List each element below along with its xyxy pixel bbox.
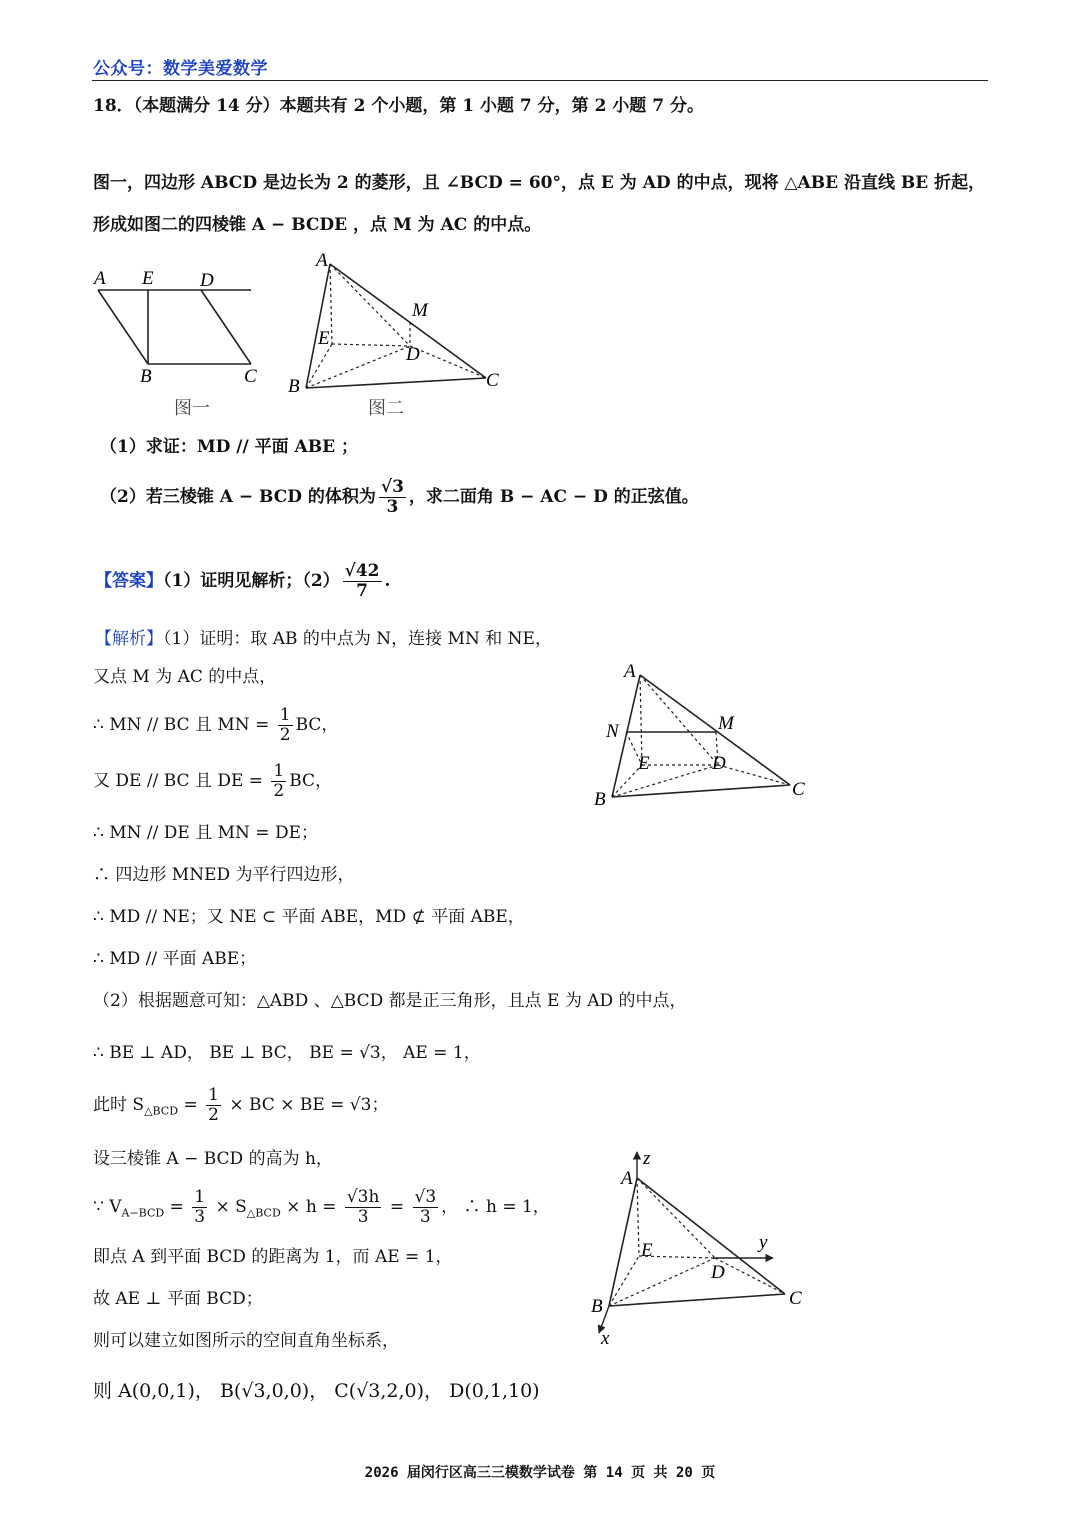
fig2-label-e: E	[318, 328, 330, 349]
fig1-caption: 图一	[174, 398, 210, 419]
fig3-label-n: N	[606, 721, 619, 742]
subscript: △BCD	[144, 1104, 179, 1118]
figure-two	[288, 250, 499, 419]
solution-text: BC，	[289, 771, 333, 791]
fraction-numerator: 1	[208, 1085, 219, 1105]
fig3-label-d: D	[712, 753, 726, 774]
fraction-numerator: √3h	[346, 1187, 380, 1207]
fig4-label-b: B	[591, 1296, 603, 1317]
solution-line-8: ∴ MD // 平面 ABE；	[93, 949, 257, 969]
answer-fraction	[343, 562, 382, 601]
solution-line-11	[93, 1086, 388, 1125]
subscript: A−BCD	[121, 1206, 165, 1220]
solution-line-15: 故 AE ⊥ 平面 BCD；	[93, 1289, 263, 1309]
solution-line-16: 则可以建立如图所示的空间直角坐标系，	[93, 1331, 399, 1351]
volume-fraction	[345, 1188, 382, 1227]
fig1-label-e: E	[142, 268, 154, 289]
solution-text: =	[384, 1197, 410, 1217]
fraction-denominator: 3	[419, 1207, 431, 1227]
answer-end: .	[384, 571, 391, 591]
fig3-label-b: B	[594, 789, 606, 810]
figure-one	[92, 268, 257, 419]
fig4-label-x: x	[601, 1328, 610, 1348]
fig4-label-c: C	[789, 1288, 802, 1309]
fig1-label-d: D	[200, 270, 214, 291]
fig2-label-b: B	[288, 376, 300, 397]
fig2-label-a: A	[316, 250, 328, 271]
half-fraction	[278, 706, 293, 745]
fig1-label-b: B	[140, 366, 152, 387]
solution-text: BC，	[295, 715, 339, 735]
solution-tag: 【解析】	[95, 629, 163, 649]
fig4-label-z: z	[643, 1148, 651, 1169]
subscript: △BCD	[246, 1206, 281, 1220]
fig4-label-e: E	[641, 1240, 653, 1261]
solution-text: ∵ V	[93, 1197, 122, 1217]
solution-text: 此时 S	[93, 1095, 145, 1115]
fig3-label-c: C	[792, 779, 805, 800]
half-fraction	[206, 1086, 221, 1125]
solution-line-14: 即点 A 到平面 BCD 的距离为 1，而 AE = 1，	[93, 1247, 453, 1267]
solution-line-7: ∴ MD // NE；又 NE ⊂ 平面 ABE，MD ⊄ 平面 ABE，	[93, 907, 525, 927]
question-stem-line1: 图一，四边形 ABCD 是边长为 2 的菱形，且 ∠BCD = 60°，点 E 为 AD 的中点，现将 △ABE 沿直线 BE 折起，	[93, 173, 986, 193]
fig2-label-c: C	[486, 370, 499, 391]
solution-text: × S	[210, 1197, 247, 1217]
fraction-numerator: 1	[279, 705, 291, 725]
figure-four	[585, 1148, 815, 1348]
fig2-label-m: M	[412, 300, 428, 321]
problem-figures	[88, 248, 508, 423]
answer-text: （1）证明见解析；（2）	[163, 571, 340, 591]
fraction-denominator: 3	[386, 497, 399, 517]
fraction-denominator: 7	[356, 581, 369, 601]
fig3-label-e: E	[638, 753, 650, 774]
answer-tag: 【答案】	[95, 571, 163, 591]
fraction-numerator: 1	[194, 1187, 206, 1207]
solution-text: × h =	[280, 1197, 342, 1217]
third-fraction	[192, 1188, 207, 1227]
solution-text: =	[164, 1197, 190, 1217]
solution-line-4	[93, 762, 332, 801]
fraction-numerator: 1	[273, 761, 285, 781]
page-footer: 2026 届闵行区高三三模数学试卷 第 14 页 共 20 页	[364, 1465, 716, 1481]
account-header: 公众号：数学美爱数学	[93, 59, 268, 79]
fraction-numerator: √42	[344, 561, 380, 581]
fraction-denominator: 3	[357, 1207, 369, 1227]
solution-line-9: （2）根据题意可知：△ABD 、△BCD 都是正三角形，且点 E 为 AD 的中点，	[93, 991, 687, 1011]
volume-result-fraction	[413, 1188, 439, 1227]
solution-text: ， ∴ h = 1，	[441, 1197, 550, 1217]
part2-suffix: ，求二面角 B − AC − D 的正弦值。	[408, 487, 699, 507]
solution-line-10: ∴ BE ⊥ AD， BE ⊥ BC， BE = √3， AE = 1，	[93, 1043, 481, 1063]
solution-line-12: 设三棱锥 A − BCD 的高为 h，	[93, 1149, 333, 1169]
solution-text: ∴ MN // BC 且 MN =	[93, 715, 275, 735]
solution-text: × BC × BE = √3；	[223, 1095, 389, 1115]
part2-volume-fraction	[379, 478, 406, 517]
answer-line	[95, 562, 390, 601]
fig1-label-c: C	[244, 366, 257, 387]
question-title: 18．（本题满分 14 分）本题共有 2 个小题，第 1 小题 7 分，第 2 小题 7 分。	[93, 96, 704, 116]
fig2-label-d: D	[406, 344, 420, 365]
fig3-label-m: M	[718, 713, 734, 734]
fig4-label-d: D	[711, 1262, 725, 1283]
fraction-denominator: 2	[279, 725, 291, 745]
solution-text: （1）证明：取 AB 的中点为 N，连接 MN 和 NE，	[163, 629, 552, 649]
fraction-denominator: 3	[194, 1207, 206, 1227]
fig2-caption: 图二	[368, 398, 404, 419]
fraction-numerator: √3	[414, 1187, 437, 1207]
solution-line-13	[93, 1188, 550, 1227]
fig4-label-y: y	[759, 1232, 768, 1253]
solution-text: =	[178, 1095, 204, 1115]
part2-prefix: （2）若三棱锥 A − BCD 的体积为	[100, 487, 376, 507]
question-part1: （1）求证：MD // 平面 ABE ；	[100, 437, 358, 457]
question-stem-line2: 形成如图二的四棱锥 A − BCDE ，点 M 为 AC 的中点。	[93, 215, 542, 235]
solution-line-3	[93, 706, 338, 745]
fig4-label-a: A	[621, 1168, 633, 1189]
solution-line-2: 又点 M 为 AC 的中点，	[93, 667, 277, 687]
fraction-numerator: √3	[380, 477, 404, 497]
solution-line-5: ∴ MN // DE 且 MN = DE；	[93, 823, 318, 843]
fig3-label-a: A	[624, 661, 636, 682]
solution-line-1	[95, 628, 552, 650]
fraction-denominator: 2	[208, 1105, 219, 1125]
solution-line-17: 则 A(0,0,1)， B(√3,0,0)， C(√3,2,0)， D(0,1,10)	[93, 1380, 540, 1402]
solution-text: 又 DE // BC 且 DE =	[93, 771, 269, 791]
figure-three	[590, 655, 820, 815]
solution-line-6: ∴ 四边形 MNED 为平行四边形，	[93, 865, 355, 885]
fig1-label-a: A	[94, 268, 106, 289]
question-part2	[100, 478, 699, 517]
header-divider	[92, 80, 988, 81]
half-fraction	[271, 762, 286, 801]
fraction-denominator: 2	[273, 781, 285, 801]
